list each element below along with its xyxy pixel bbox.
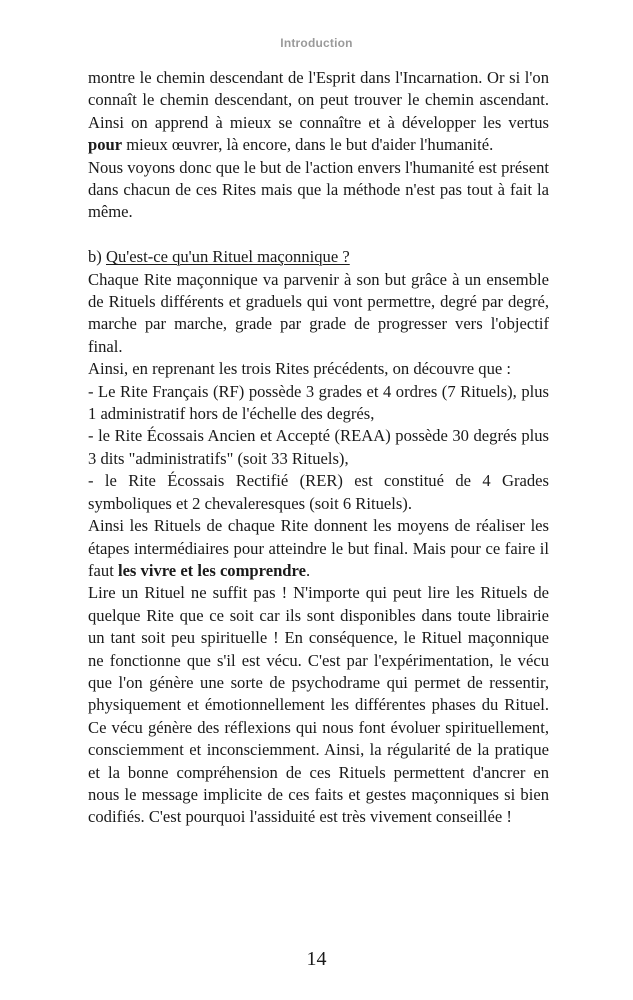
page-body xyxy=(88,67,549,829)
page-number: 14 xyxy=(306,948,327,970)
bold-text: pour xyxy=(88,135,123,155)
running-header: Introduction xyxy=(280,36,353,50)
text-span: . xyxy=(305,560,311,580)
text-span: Ainsi les Rituels de chaque Rite donnent les moyens de réaliser les étapes intermédiaires pour atteindre le but final. Mais pour ce faire il faut xyxy=(88,516,549,580)
list-item: - le Rite Écossais Ancien et Accepté (REAA) possède 30 degrés plus 3 dits "administratifs" (soit 33 Rituels), xyxy=(88,426,549,468)
list-item: - le Rite Écossais Rectifié (RER) est constitué de 4 Grades symboliques et 2 chevaleresques (soit 6 Rituels). xyxy=(88,471,549,513)
text-span: montre le chemin descendant de l'Esprit dans l'Incarnation. Or si l'on connaît le chemin descendant, on peut trouver le chemin ascendant. Ainsi on apprend à mieux se connaître et à développer les vertus xyxy=(88,68,549,132)
section-heading xyxy=(88,246,549,268)
section-number: b) xyxy=(88,247,106,267)
bold-text: les vivre et les comprendre xyxy=(117,560,306,580)
list-item: - Le Rite Français (RF) possède 3 grades et 4 ordres (7 Rituels), plus 1 administratif hors de l'échelle des degrés, xyxy=(88,381,549,424)
paragraph: Chaque Rite maçonnique va parvenir à son but grâce à un ensemble de Rituels différents et graduels qui vont permettre, degré par degré, marche par marche, grade par grade de progresser vers l'objectif final. xyxy=(88,269,549,356)
section-title: Qu'est-ce qu'un Rituel maçonnique ? xyxy=(105,247,350,267)
blank-line xyxy=(88,224,549,246)
paragraph: Lire un Rituel ne suffit pas ! N'importe qui peut lire les Rituels de quelque Rite que ce soit car ils sont disponibles dans toute librairie un tant soit peu spirituelle ! En conséquence, le Rituel maçonnique ne fonctionne que s'il est vécu. C'est par l'expérimentation, le vécu que l'on génère une sorte de psychodrame qui permet de ressentir, physiquement et émotionnellement les différentes phases du Rituel. Ce vécu génère des réflexions qui nous font évoluer spirituellement, consciemment et inconsciemment. Ainsi, la régularité de la pratique et la bonne compréhension de ces Rituels permettent d'ancrer en nous le message implicite de ces faits et gestes maçonniques si bien codifiés. C'est pourquoi l'assiduité est très vivement conseillée ! xyxy=(88,583,549,827)
paragraph xyxy=(88,515,549,582)
paragraph: Ainsi, en reprenant les trois Rites précédents, on découvre que : xyxy=(88,359,512,379)
paragraph xyxy=(88,67,549,157)
paragraph: Nous voyons donc que le but de l'action envers l'humanité est présent dans chacun de ces Rites mais que la méthode n'est pas tout à fait la même. xyxy=(88,157,549,222)
text-span: mieux œuvrer, là encore, dans le but d'aider l'humanité. xyxy=(122,135,494,155)
